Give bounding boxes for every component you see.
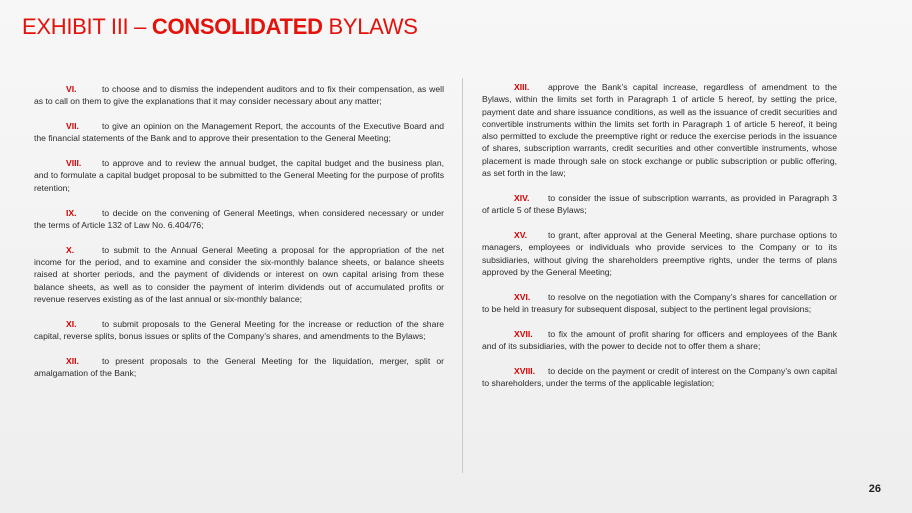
item-text: to give an opinion on the Management Report, the accounts of the Executive Board and the financial statements of the Bank and to approve their presentation to the General Meeting; [34,121,444,144]
bylaw-item [482,365,837,390]
item-number: XI. [66,318,77,329]
bylaw-item [34,355,444,380]
item-text: to resolve on the negotiation with the Company’s shares for cancellation or to be held in treasury for subsequent disposal, subject to the pertinent legal provisions; [482,291,837,314]
title-prefix: EXHIBIT III – [22,14,152,39]
title-suffix: BYLAWS [322,14,418,39]
item-text: to submit to the Annual General Meeting a proposal for the appropriation of the net income for the period, and to examine and consider the six-monthly balance sheets, or balance sheets raised at shorter periods, and the payment of dividends or interest on own capital arising from these balance sheets, as well as to consider the payment of interim dividends out of accumulated profits or revenue reserves existing as of the last annual or six-monthly balance; [34,244,444,304]
item-number: XV. [514,229,528,240]
right-column [482,81,837,402]
item-number: XVIII. [514,365,536,376]
item-number: VI. [66,84,77,94]
item-number: XII. [66,355,79,366]
title-bold: CONSOLIDATED [151,14,323,39]
page-title [22,14,418,40]
bylaw-item [34,83,444,108]
bylaw-item [482,291,837,316]
bylaw-item [34,120,444,145]
column-divider [462,78,463,473]
bylaw-item [34,207,444,232]
item-number: X. [66,244,75,255]
item-text: approve the Bank’s capital increase, regardless of amendment to the Bylaws, within the limits set forth in Paragraph 1 of article 5 hereof, by setting the price, payment date and share issuance conditions, as well as the issuance of credit securities and convertible instruments within the limits set forth in Paragraph 1 of article 5 hereof, it being also permitted to exclude the preemptive right or reduce the exercise periods in the issuance of shares, subscription warrants, credit securities and other convertible instruments, whose placement is made through sale on stock exchange or public subscription or public offering, as set forth in the law; [482,82,837,179]
item-text: to decide on the convening of General Meetings, when considered necessary or under the terms of Article 132 of Law No. 6.404/76; [34,207,444,230]
bylaw-item [34,157,444,194]
item-number: VIII. [66,158,82,169]
item-number: IX. [66,207,77,218]
page-number: 26 [868,483,881,495]
item-text: to decide on the payment or credit of interest on the Company’s own capital to shareholders, under the terms of the applicable legislation; [482,365,837,389]
item-text: to fix the amount of profit sharing for officers and employees of the Bank and of its subsidiaries, with the power to decide not to offer them a share; [482,328,837,352]
item-number: XVI. [514,291,531,302]
item-number: XVII. [514,328,533,339]
item-text: to consider the issue of subscription warrants, as provided in Paragraph 3 of article 5 of these Bylaws; [482,192,837,216]
item-text: to choose and to dismiss the independent auditors and to fix their compensation, as well as to call on them to give the explanations that it may consider necessary about any matter; [34,84,444,107]
item-text: to approve and to review the annual budget, the capital budget and the business plan, and to formulate a capital budget proposal to be submitted to the General Meeting for the purpose of profits retention; [34,158,444,193]
bylaw-item [482,328,837,353]
bylaw-item [34,244,444,305]
item-number: XIV. [514,192,530,203]
item-text: to present proposals to the General Meeting for the liquidation, merger, split or amalgamation of the Bank; [34,355,444,379]
item-number: XIII. [514,82,530,92]
item-number: VII. [66,121,79,132]
left-column [34,83,444,392]
bylaw-item [34,318,444,343]
bylaw-item [482,81,837,179]
item-text: to submit proposals to the General Meeting for the increase or reduction of the share capital, reverse splits, bonus issues or splits of the Company’s shares, and amendments to the Bylaws; [34,318,444,341]
bylaw-item [482,229,837,278]
item-text: to grant, after approval at the General Meeting, share purchase options to managers, employees or individuals who provide services to the Company or to its subsidiaries, without giving the shareholders preemptive rights, under the terms of plans approved by the General Meeting; [482,229,837,277]
bylaw-item [482,192,837,217]
